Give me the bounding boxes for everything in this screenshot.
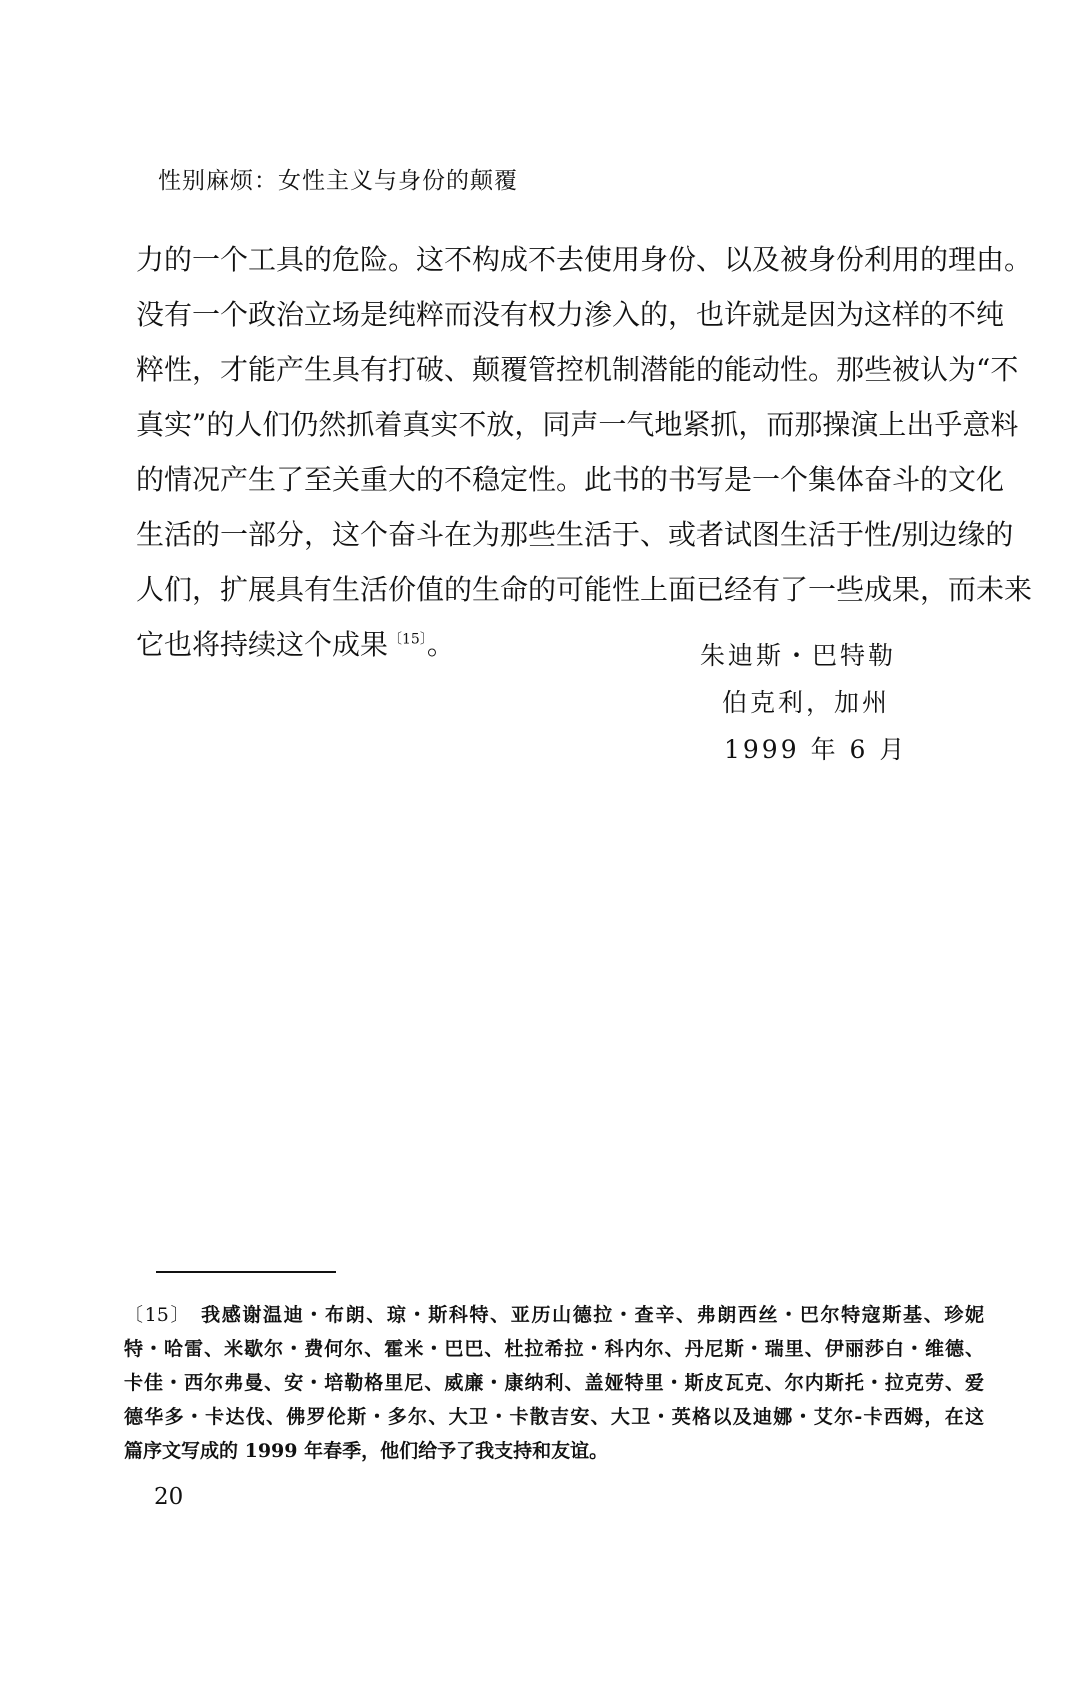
signature-block — [700, 632, 907, 773]
footnote-line-text: 我感谢温迪・布朗、琼・斯科特、亚历山德拉・查辛、弗朗西丝・巴尔特寇斯基、珍妮 — [201, 1304, 984, 1326]
footnote-label: 〔15〕 — [124, 1304, 192, 1326]
body-line: 没有一个政治立场是纯粹而没有权力渗入的，也许就是因为这样的不纯 — [136, 298, 1005, 331]
body-last-line-text: 它也将持续这个成果 — [136, 628, 389, 661]
body-last-line-end: 。 — [426, 628, 455, 661]
signature-place: 伯克利，加州 — [722, 688, 891, 717]
body-line: 的情况产生了至关重大的不稳定性。此书的书写是一个集体奋斗的文化 — [136, 463, 1005, 496]
footnote — [124, 1298, 984, 1468]
body-line: 真实”的人们仍然抓着真实不放，同声一气地紧抓，而那操演上出乎意料 — [136, 408, 1019, 441]
body-line: 生活的一部分，这个奋斗在为那些生活于、或者试图生活于性/别边缘的 — [136, 518, 1014, 551]
body-line: 粹性，才能产生具有打破、颠覆管控机制潜能的能动性。那些被认为“不 — [136, 353, 1019, 386]
footnote-line: 卡佳・西尔弗曼、安・培勒格里尼、威廉・康纳利、盖娅特里・斯皮瓦克、尔内斯托・拉克劳、爱 — [124, 1372, 984, 1394]
footnote-divider — [156, 1271, 336, 1273]
signature-author: 朱迪斯・巴特勒 — [700, 641, 897, 670]
footnote-line — [124, 1298, 984, 1332]
page-number: 20 — [154, 1484, 184, 1510]
body-paragraph — [136, 232, 1033, 672]
body-line: 力的一个工具的危险。这不构成不去使用身份、以及被身份利用的理由。 — [136, 243, 1033, 276]
running-header: 性别麻烦：女性主义与身份的颠覆 — [158, 168, 518, 194]
footnote-reference[interactable]: 〔15〕 — [388, 631, 427, 648]
footnote-line: 德华多・卡达伐、佛罗伦斯・多尔、大卫・卡散吉安、大卫・英格以及迪娜・艾尔-卡西姆，在这 — [124, 1406, 984, 1428]
signature-date: 1999 年 6 月 — [724, 735, 908, 764]
footnote-line: 特・哈雷、米歇尔・费何尔、霍米・巴巴、杜拉希拉・科内尔、丹尼斯・瑞里、伊丽莎白・维德、 — [124, 1338, 984, 1360]
body-line: 人们，扩展具有生活价值的生命的可能性上面已经有了一些成果，而未来 — [136, 573, 1033, 606]
footnote-line: 篇序文写成的 1999 年春季，他们给予了我支持和友谊。 — [124, 1440, 609, 1462]
